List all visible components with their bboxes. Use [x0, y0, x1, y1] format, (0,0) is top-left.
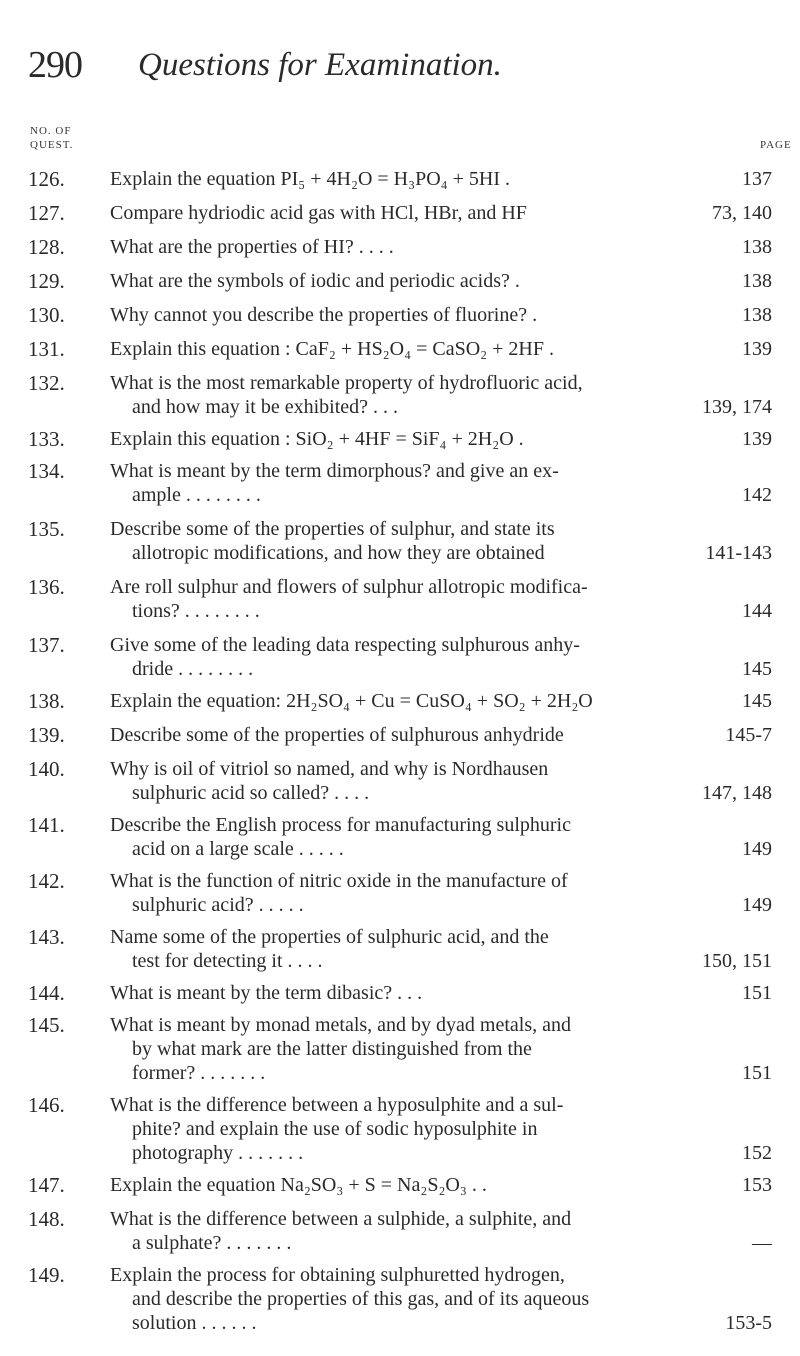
page-reference: 138: [742, 304, 772, 326]
question-line: Compare hydriodic acid gas with HCl, HBr, and HF: [110, 202, 527, 224]
question-line: Describe some of the properties of sulphur, and state its: [110, 518, 555, 540]
question-text: [110, 459, 685, 507]
question-entry: [0, 925, 800, 973]
question-line: Explain the equation: 2H₂SO₄ + Cu = CuSO₄ + SO₂ + 2H₂O: [110, 690, 593, 712]
question-entry: [0, 517, 800, 565]
question-line: sulphuric acid? . . . . .: [132, 894, 304, 916]
question-number: 127.: [28, 201, 65, 225]
page-header: [28, 40, 768, 90]
question-line: Why is oil of vitriol so named, and why is Nordhausen: [110, 758, 549, 780]
question-line: tions? . . . . . . . .: [132, 600, 260, 622]
question-entry: [0, 981, 800, 1005]
question-entry: [0, 235, 800, 259]
question-line: What is the difference between a hyposulphite and a sul-: [110, 1094, 564, 1116]
question-entry: [0, 723, 800, 747]
question-text: [110, 235, 685, 259]
question-line: sulphuric acid so called? . . . .: [132, 782, 370, 804]
question-text: [110, 337, 685, 361]
question-text: [110, 633, 685, 681]
question-text: [110, 1173, 685, 1197]
question-number: 136.: [28, 575, 65, 599]
question-number: 138.: [28, 689, 65, 713]
page-reference: 141-143: [705, 542, 772, 564]
page-reference: 151: [742, 982, 772, 1004]
question-line: Are roll sulphur and flowers of sulphur allotropic modifica-: [110, 576, 588, 598]
question-entry: [0, 337, 800, 361]
question-line: Explain this equation : SiO₂ + 4HF = SiF₄ + 2H₂O .: [110, 428, 524, 450]
page-reference: 137: [742, 168, 772, 190]
question-line: Give some of the leading data respecting sulphurous anhy-: [110, 634, 580, 656]
page-reference: 153: [742, 1174, 772, 1196]
question-text: [110, 813, 685, 861]
question-line: Explain this equation : CaF₂ + HS₂O₄ = CaSO₂ + 2HF .: [110, 338, 554, 360]
page-reference: 151: [742, 1062, 772, 1084]
question-number: 128.: [28, 235, 65, 259]
page-reference: 73, 140: [712, 202, 772, 224]
question-line: What is meant by the term dimorphous? and give an ex-: [110, 460, 559, 482]
question-line: What is the difference between a sulphide, a sulphite, and: [110, 1208, 572, 1230]
question-entry: [0, 1207, 800, 1255]
question-entry: [0, 459, 800, 507]
page-reference: 142: [742, 484, 772, 506]
question-number: 147.: [28, 1173, 65, 1197]
question-number: 129.: [28, 269, 65, 293]
question-line: former? . . . . . . .: [132, 1062, 266, 1084]
question-entry: [0, 757, 800, 805]
question-number: 141.: [28, 813, 65, 837]
question-line: Explain the process for obtaining sulphuretted hydrogen,: [110, 1264, 565, 1286]
question-entry: [0, 303, 800, 327]
question-text: [110, 167, 685, 191]
question-entry: [0, 633, 800, 681]
question-number: 130.: [28, 303, 65, 327]
question-entry: [0, 1013, 800, 1085]
question-line: What is the function of nitric oxide in the manufacture of: [110, 870, 568, 892]
column-header-page: PAGE: [760, 139, 792, 151]
question-line: Describe the English process for manufacturing sulphuric: [110, 814, 571, 836]
question-line: photography . . . . . . .: [132, 1142, 304, 1164]
question-line: What are the properties of HI? . . . .: [110, 236, 394, 258]
page-reference: —: [752, 1232, 772, 1254]
question-line: and how may it be exhibited? . . .: [132, 396, 399, 418]
page-reference: 150, 151: [702, 950, 772, 972]
question-number: 143.: [28, 925, 65, 949]
page-reference: 144: [742, 600, 772, 622]
question-entry: [0, 167, 800, 191]
question-entry: [0, 1173, 800, 1197]
question-text: [110, 925, 685, 973]
question-line: What is meant by the term dibasic? . . .: [110, 982, 423, 1004]
question-line: Why cannot you describe the properties of fluorine? .: [110, 304, 538, 326]
page-reference: 145: [742, 690, 772, 712]
question-entry: [0, 1263, 800, 1335]
question-line: ample . . . . . . . .: [132, 484, 261, 506]
page-reference: 139: [742, 338, 772, 360]
question-number: 133.: [28, 427, 65, 451]
question-line: Explain the equation Na₂SO₃ + S = Na₂S₂O₃ . .: [110, 1174, 487, 1196]
question-text: [110, 723, 685, 747]
page-reference: 145-7: [725, 724, 772, 746]
question-line: allotropic modifications, and how they are obtained: [132, 542, 545, 564]
question-entry: [0, 427, 800, 451]
page-reference: 147, 148: [702, 782, 772, 804]
question-number: 132.: [28, 371, 65, 395]
page-reference: 149: [742, 838, 772, 860]
question-text: [110, 869, 685, 917]
question-line: a sulphate? . . . . . . .: [132, 1232, 292, 1254]
question-number: 131.: [28, 337, 65, 361]
question-number: 146.: [28, 1093, 65, 1117]
page-reference: 139: [742, 428, 772, 450]
page-reference: 145: [742, 658, 772, 680]
question-line: What is meant by monad metals, and by dyad metals, and: [110, 1014, 571, 1036]
question-line: Name some of the properties of sulphuric acid, and the: [110, 926, 549, 948]
question-text: [110, 371, 685, 419]
question-line: solution . . . . . .: [132, 1312, 257, 1334]
question-line: acid on a large scale . . . . .: [132, 838, 344, 860]
question-line: dride . . . . . . . .: [132, 658, 254, 680]
page-reference: 149: [742, 894, 772, 916]
page-number: 290: [28, 44, 82, 86]
question-number: 140.: [28, 757, 65, 781]
question-number: 144.: [28, 981, 65, 1005]
page-reference: 138: [742, 236, 772, 258]
running-title: Questions for Examination.: [138, 47, 502, 83]
question-number: 148.: [28, 1207, 65, 1231]
question-text: [110, 1013, 685, 1085]
question-text: [110, 1093, 685, 1165]
question-line: by what mark are the latter distinguished from the: [132, 1038, 532, 1060]
question-line: phite? and explain the use of sodic hyposulphite in: [132, 1118, 538, 1140]
question-text: [110, 1263, 685, 1335]
page-reference: 152: [742, 1142, 772, 1164]
question-text: [110, 1207, 685, 1255]
question-number: 142.: [28, 869, 65, 893]
question-entry: [0, 269, 800, 293]
question-line: Explain the equation PI₅ + 4H₂O = H₃PO₄ + 5HI .: [110, 168, 511, 190]
question-entry: [0, 813, 800, 861]
question-number: 137.: [28, 633, 65, 657]
column-header-quest: QUEST.: [30, 139, 74, 151]
question-entry: [0, 689, 800, 713]
question-entry: [0, 575, 800, 623]
question-entry: [0, 1093, 800, 1165]
question-number: 149.: [28, 1263, 65, 1287]
question-text: [110, 517, 685, 565]
question-line: What are the symbols of iodic and periodic acids? .: [110, 270, 520, 292]
question-entry: [0, 201, 800, 225]
question-number: 145.: [28, 1013, 65, 1037]
question-text: [110, 757, 685, 805]
column-header-no: NO. OF: [30, 125, 72, 137]
question-number: 134.: [28, 459, 65, 483]
question-number: 139.: [28, 723, 65, 747]
question-text: [110, 981, 685, 1005]
question-number: 126.: [28, 167, 65, 191]
question-number: 135.: [28, 517, 65, 541]
question-line: Describe some of the properties of sulphurous anhydride: [110, 724, 564, 746]
question-text: [110, 201, 685, 225]
question-line: and describe the properties of this gas, and of its aqueous: [132, 1288, 590, 1310]
question-text: [110, 427, 685, 451]
question-list: [0, 158, 800, 1335]
page-reference: 153-5: [725, 1312, 772, 1334]
page-reference: 139, 174: [702, 396, 772, 418]
question-text: [110, 303, 685, 327]
question-text: [110, 269, 685, 293]
question-text: [110, 575, 685, 623]
question-line: test for detecting it . . . .: [132, 950, 323, 972]
question-line: What is the most remarkable property of hydrofluoric acid,: [110, 372, 583, 394]
question-entry: [0, 371, 800, 419]
question-entry: [0, 869, 800, 917]
page-reference: 138: [742, 270, 772, 292]
question-text: [110, 689, 685, 713]
